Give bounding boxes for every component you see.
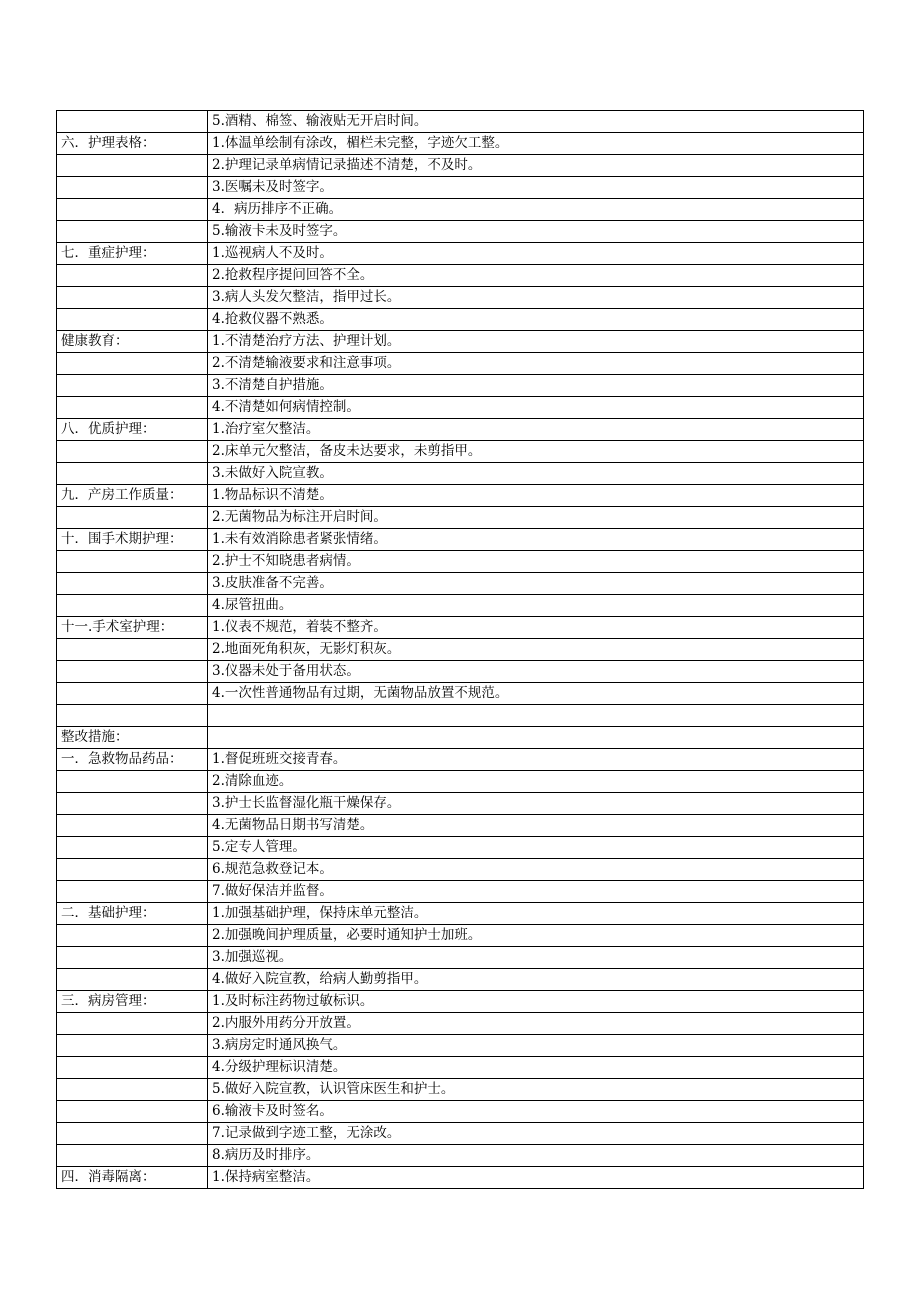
table-row <box>57 441 864 463</box>
item-cell: 1.仪表不规范，着装不整齐。 <box>208 617 864 639</box>
item-cell: 1.巡视病人不及时。 <box>208 243 864 265</box>
table-row <box>57 507 864 529</box>
category-cell: 六．护理表格： <box>57 133 208 155</box>
table-row <box>57 199 864 221</box>
table-row <box>57 551 864 573</box>
item-cell: 1.治疗室欠整洁。 <box>208 419 864 441</box>
table-row <box>57 749 864 771</box>
table-row <box>57 1079 864 1101</box>
table-row <box>57 947 864 969</box>
item-cell <box>208 705 864 727</box>
category-cell <box>57 1145 208 1167</box>
item-cell: 2.抢救程序提问回答不全。 <box>208 265 864 287</box>
item-cell: 1.加强基础护理，保持床单元整洁。 <box>208 903 864 925</box>
category-cell <box>57 551 208 573</box>
table-row <box>57 1123 864 1145</box>
item-cell: 8.病历及时排序。 <box>208 1145 864 1167</box>
item-cell <box>208 727 864 749</box>
category-cell <box>57 441 208 463</box>
category-cell <box>57 155 208 177</box>
table-row <box>57 1013 864 1035</box>
category-cell <box>57 1013 208 1035</box>
item-cell: 6.规范急救登记本。 <box>208 859 864 881</box>
item-cell: 1.不清楚治疗方法、护理计划。 <box>208 331 864 353</box>
category-cell: 七．重症护理： <box>57 243 208 265</box>
item-cell: 1.体温单绘制有涂改，楣栏未完整，字迹欠工整。 <box>208 133 864 155</box>
category-cell: 整改措施： <box>57 727 208 749</box>
category-cell <box>57 661 208 683</box>
category-cell: 健康教育： <box>57 331 208 353</box>
item-cell: 5.定专人管理。 <box>208 837 864 859</box>
table-row <box>57 353 864 375</box>
table-row <box>57 727 864 749</box>
table-row <box>57 595 864 617</box>
table-row <box>57 661 864 683</box>
inspection-table <box>56 110 864 1189</box>
category-cell <box>57 1057 208 1079</box>
table-row <box>57 287 864 309</box>
category-cell: 三．病房管理： <box>57 991 208 1013</box>
table-row <box>57 111 864 133</box>
table-row <box>57 1167 864 1189</box>
category-cell <box>57 287 208 309</box>
table-row <box>57 243 864 265</box>
item-cell: 4.不清楚如何病情控制。 <box>208 397 864 419</box>
table-row <box>57 309 864 331</box>
table-row <box>57 573 864 595</box>
category-cell <box>57 309 208 331</box>
table-row <box>57 529 864 551</box>
item-cell: 5.做好入院宣教，认识管床医生和护士。 <box>208 1079 864 1101</box>
item-cell: 3.未做好入院宣教。 <box>208 463 864 485</box>
item-cell: 3.病人头发欠整洁，指甲过长。 <box>208 287 864 309</box>
category-cell <box>57 771 208 793</box>
table-row <box>57 793 864 815</box>
item-cell: 4.做好入院宣教，给病人勤剪指甲。 <box>208 969 864 991</box>
category-cell <box>57 705 208 727</box>
category-cell <box>57 793 208 815</box>
table-row <box>57 419 864 441</box>
category-cell <box>57 1035 208 1057</box>
table-row <box>57 925 864 947</box>
table-row <box>57 155 864 177</box>
item-cell: 1.督促班班交接青春。 <box>208 749 864 771</box>
item-cell: 1.保持病室整洁。 <box>208 1167 864 1189</box>
table-row <box>57 771 864 793</box>
item-cell: 2.内服外用药分开放置。 <box>208 1013 864 1035</box>
item-cell: 4.尿管扭曲。 <box>208 595 864 617</box>
category-cell <box>57 969 208 991</box>
item-cell: 3.仪器未处于备用状态。 <box>208 661 864 683</box>
category-cell <box>57 199 208 221</box>
category-cell: 一．急救物品药品： <box>57 749 208 771</box>
category-cell <box>57 1079 208 1101</box>
item-cell: 1.物品标识不清楚。 <box>208 485 864 507</box>
table-row <box>57 815 864 837</box>
table-row <box>57 903 864 925</box>
table-row <box>57 1057 864 1079</box>
category-cell <box>57 221 208 243</box>
table-row <box>57 617 864 639</box>
table-row <box>57 177 864 199</box>
item-cell: 4.分级护理标识清楚。 <box>208 1057 864 1079</box>
table-row <box>57 397 864 419</box>
table-row <box>57 221 864 243</box>
item-cell: 1.未有效消除患者紧张情绪。 <box>208 529 864 551</box>
category-cell: 四．消毒隔离： <box>57 1167 208 1189</box>
inspection-table-body <box>57 111 864 1189</box>
category-cell <box>57 925 208 947</box>
item-cell: 3.病房定时通风换气。 <box>208 1035 864 1057</box>
category-cell <box>57 177 208 199</box>
category-cell <box>57 947 208 969</box>
item-cell: 5.输液卡未及时签字。 <box>208 221 864 243</box>
table-row <box>57 1035 864 1057</box>
item-cell: 7.做好保洁并监督。 <box>208 881 864 903</box>
item-cell: 3.皮肤准备不完善。 <box>208 573 864 595</box>
category-cell <box>57 683 208 705</box>
category-cell <box>57 837 208 859</box>
item-cell: 2.清除血迹。 <box>208 771 864 793</box>
item-cell: 3.加强巡视。 <box>208 947 864 969</box>
table-row <box>57 485 864 507</box>
table-row <box>57 375 864 397</box>
item-cell: 2.地面死角积灰，无影灯积灰。 <box>208 639 864 661</box>
item-cell: 2.无菌物品为标注开启时间。 <box>208 507 864 529</box>
category-cell: 二．基础护理： <box>57 903 208 925</box>
item-cell: 2.护理记录单病情记录描述不清楚，不及时。 <box>208 155 864 177</box>
category-cell: 九．产房工作质量： <box>57 485 208 507</box>
item-cell: 2.床单元欠整洁，备皮未达要求，未剪指甲。 <box>208 441 864 463</box>
table-row <box>57 881 864 903</box>
table-row <box>57 463 864 485</box>
table-row <box>57 683 864 705</box>
category-cell <box>57 375 208 397</box>
item-cell: 4.无菌物品日期书写清楚。 <box>208 815 864 837</box>
category-cell <box>57 595 208 617</box>
category-cell <box>57 815 208 837</box>
item-cell: 3.医嘱未及时签字。 <box>208 177 864 199</box>
category-cell <box>57 265 208 287</box>
table-row <box>57 331 864 353</box>
table-row <box>57 705 864 727</box>
category-cell <box>57 1123 208 1145</box>
item-cell: 4.抢救仪器不熟悉。 <box>208 309 864 331</box>
category-cell <box>57 463 208 485</box>
category-cell <box>57 507 208 529</box>
category-cell <box>57 353 208 375</box>
item-cell: 2.不清楚输液要求和注意事项。 <box>208 353 864 375</box>
table-row <box>57 837 864 859</box>
item-cell: 4.一次性普通物品有过期，无菌物品放置不规范。 <box>208 683 864 705</box>
table-row <box>57 969 864 991</box>
table-row <box>57 133 864 155</box>
table-row <box>57 1101 864 1123</box>
category-cell <box>57 573 208 595</box>
table-row <box>57 859 864 881</box>
item-cell: 3.不清楚自护措施。 <box>208 375 864 397</box>
item-cell: 7.记录做到字迹工整，无涂改。 <box>208 1123 864 1145</box>
table-row <box>57 265 864 287</box>
category-cell: 八．优质护理： <box>57 419 208 441</box>
category-cell <box>57 859 208 881</box>
category-cell <box>57 397 208 419</box>
category-cell <box>57 111 208 133</box>
item-cell: 2.加强晚间护理质量，必要时通知护士加班。 <box>208 925 864 947</box>
category-cell <box>57 639 208 661</box>
category-cell: 十．围手术期护理： <box>57 529 208 551</box>
category-cell: 十一.手术室护理： <box>57 617 208 639</box>
table-row <box>57 1145 864 1167</box>
category-cell <box>57 1101 208 1123</box>
item-cell: 2.护士不知晓患者病情。 <box>208 551 864 573</box>
table-row <box>57 991 864 1013</box>
item-cell: 6.输液卡及时签名。 <box>208 1101 864 1123</box>
table-row <box>57 639 864 661</box>
item-cell: 5.酒精、棉签、输液贴无开启时间。 <box>208 111 864 133</box>
item-cell: 4．病历排序不正确。 <box>208 199 864 221</box>
item-cell: 3.护士长监督湿化瓶干燥保存。 <box>208 793 864 815</box>
category-cell <box>57 881 208 903</box>
item-cell: 1.及时标注药物过敏标识。 <box>208 991 864 1013</box>
